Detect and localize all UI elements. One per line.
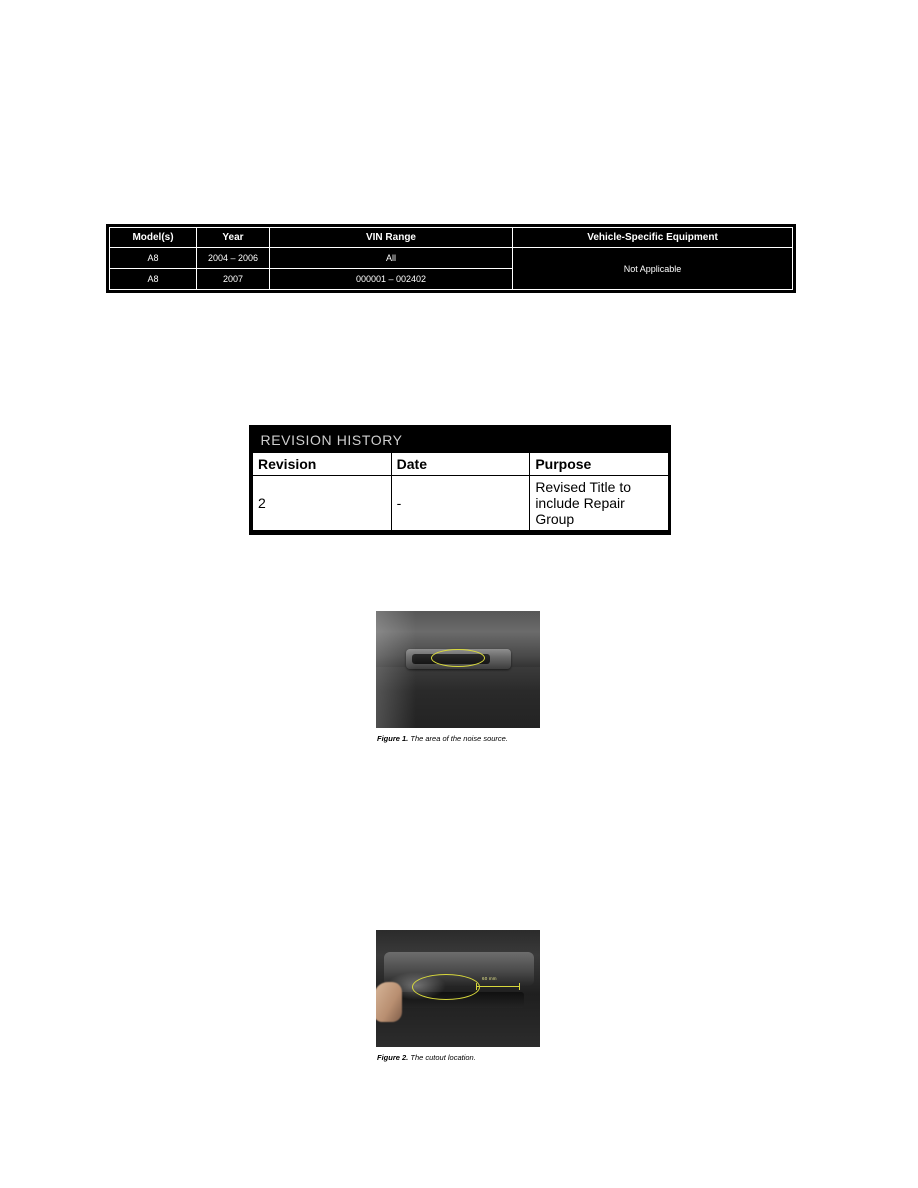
photo-glare (376, 611, 416, 728)
revision-history-title-row (253, 428, 669, 453)
cell-date: - (391, 476, 530, 531)
column-header-vin-range: VIN Range (270, 228, 513, 248)
figure-2-label: Figure 2. (377, 1053, 409, 1062)
cell-vin-range: 000001 – 002402 (270, 269, 513, 290)
hand-thumb (376, 982, 402, 1022)
column-header-date: Date (391, 453, 530, 476)
column-header-vehicle-specific-equipment: Vehicle-Specific Equipment (513, 228, 793, 248)
figure-1-photo (376, 611, 540, 728)
revision-history-table (249, 425, 671, 535)
column-header-revision: Revision (253, 453, 392, 476)
table-row (253, 476, 669, 531)
figure-2-caption (376, 1053, 540, 1062)
dimension-label: 60 mm (482, 976, 497, 981)
annotation-ellipse-icon (412, 974, 480, 1000)
table-header-row (253, 453, 669, 476)
table-row (110, 248, 793, 269)
cell-purpose: Revised Title to include Repair Group (530, 476, 669, 531)
revision-history-title: REVISION HISTORY (253, 428, 669, 453)
cell-revision: 2 (253, 476, 392, 531)
figure-2-photo (376, 930, 540, 1047)
applicability-table (106, 224, 796, 293)
column-header-model: Model(s) (110, 228, 197, 248)
table-header-row (110, 228, 793, 248)
figure-2 (376, 930, 540, 1062)
column-header-year: Year (197, 228, 270, 248)
figure-1-label: Figure 1. (377, 734, 409, 743)
dimension-line-icon (476, 986, 520, 987)
figure-2-caption-text: The cutout location. (410, 1053, 476, 1062)
annotation-ellipse-icon (431, 649, 485, 667)
figure-1-caption-text: The area of the noise source. (410, 734, 508, 743)
cell-model: A8 (110, 248, 197, 269)
cell-year: 2004 – 2006 (197, 248, 270, 269)
cell-vehicle-specific-equipment: Not Applicable (513, 248, 793, 290)
column-header-purpose: Purpose (530, 453, 669, 476)
figure-1-caption (376, 734, 540, 743)
cell-vin-range: All (270, 248, 513, 269)
cell-model: A8 (110, 269, 197, 290)
cell-year: 2007 (197, 269, 270, 290)
figure-1 (376, 611, 540, 743)
